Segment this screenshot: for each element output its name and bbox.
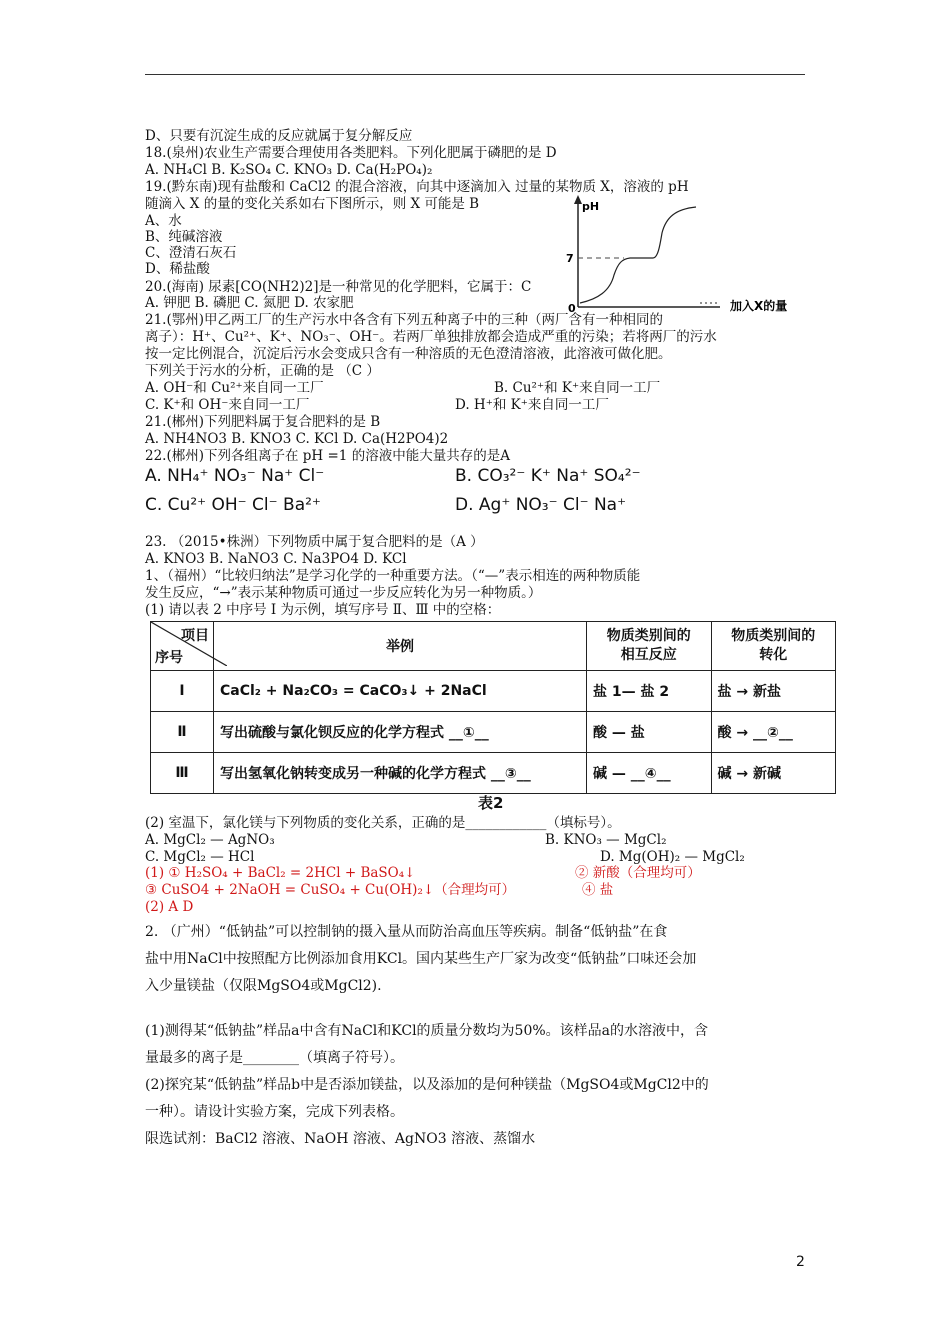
- question-2-part1: (1)测得某“低钠盐”样品a中含有NaCl和KCl的质量分数均为50%。该样品a的水溶液中，含: [145, 1023, 709, 1039]
- row-example: CaCl₂ + Na₂CO₃ = CaCO₃↓ + 2NaCl: [214, 671, 587, 712]
- text-line: D、只要有沉淀生成的反应就属于复分解反应: [145, 128, 413, 144]
- question-18-options: A. NH₄Cl B. K₂SO₄ C. KNO₃ D. Ca(H₂PO₄)₂: [145, 162, 433, 178]
- option-b: B. KNO₃ — MgCl₂: [545, 832, 667, 848]
- question-21-line3: 按一定比例混合，沉淀后污水会变成只含有一种溶质的无色澄清溶液，此溶液可做化肥。: [145, 346, 672, 362]
- question-19: 19.(黔东南)现有盐酸和 CaCl2 的混合溶液，向其中逐滴加入 过量的某物质 X，溶液的 pH: [145, 179, 689, 195]
- table-header-row: [151, 622, 836, 671]
- header-seq: 序号: [155, 650, 183, 666]
- option-c: C. MgCl₂ — HCl: [145, 849, 255, 865]
- question-23-options: A. KNO3 B. NaNO3 C. Na3PO4 D. KCl: [145, 551, 407, 567]
- option-d: D、稀盐酸: [145, 261, 210, 277]
- option-c: C. Cu²⁺ OH⁻ Cl⁻ Ba²⁺: [145, 495, 321, 515]
- option-b: B、纯碱溶液: [145, 229, 223, 245]
- graph-y-label: pH: [582, 200, 600, 213]
- page-number: 2: [796, 1254, 805, 1270]
- answer-line: (1) ① H₂SO₄ + BaCl₂ = 2HCl + BaSO₄↓: [145, 865, 416, 881]
- answer-line: ④ 盐: [582, 882, 614, 898]
- table-row: [151, 712, 836, 753]
- option-d: D. Mg(OH)₂ — MgCl₂: [600, 849, 745, 865]
- header-item: 项目: [181, 628, 209, 644]
- option-b: B. CO₃²⁻ K⁺ Na⁺ SO₄²⁻: [455, 466, 641, 486]
- header-rule: [145, 74, 805, 75]
- question-21-line2: 离子）：H⁺、Cu²⁺、K⁺、NO₃⁻、OH⁻。若两厂单独排放都会造成严重的污染；若将两厂的污水: [145, 329, 717, 345]
- option-d: D. Ag⁺ NO₃⁻ Cl⁻ Na⁺: [455, 495, 627, 515]
- answer-line: (2) A D: [145, 899, 194, 915]
- question-21b: 21.(郴州)下列肥料属于复合肥料的是 B: [145, 414, 381, 430]
- table-2: [150, 621, 836, 794]
- corner-cell: [151, 622, 214, 671]
- row-react: 盐 1— 盐 2: [587, 671, 712, 712]
- question-18: 18.(泉州)农业生产需要合理使用各类肥料。下列化肥属于磷肥的是 D: [145, 145, 557, 161]
- ph-graph: [558, 195, 808, 315]
- option-a: A、水: [145, 213, 182, 229]
- header-react: 物质类别间的 相互反应: [587, 622, 712, 671]
- row-example: 写出硫酸与氯化钡反应的化学方程式 __①__: [214, 712, 587, 753]
- header-convert: 物质类别间的 转化: [711, 622, 836, 671]
- question-1-line2: 发生反应，“→”表示某种物质可通过一步反应转化为另一种物质。）: [145, 585, 542, 601]
- question-20-options: A. 钾肥 B. 磷肥 C. 氮肥 D. 农家肥: [145, 295, 354, 311]
- question-1: 1、（福州）“比较归纳法”是学习化学的一种重要方法。（“—”表示相连的两种物质能: [145, 568, 641, 584]
- option-a: A. OH⁻和 Cu²⁺来自同一工厂: [145, 380, 324, 396]
- option-d: D. H⁺和 K⁺来自同一工厂: [455, 397, 609, 413]
- option-c: C. K⁺和 OH⁻来自同一工厂: [145, 397, 310, 413]
- question-20: 20.(海南) 尿素[CO(NH2)2]是一种常见的化学肥料，它属于：C: [145, 279, 532, 295]
- question-21-line4: 下列关于污水的分析，正确的是 （C ）: [145, 363, 380, 379]
- question-19-line2: 随滴入 X 的量的变化关系如右下图所示，则 X 可能是 B: [145, 196, 480, 212]
- option-a: A. MgCl₂ — AgNO₃: [145, 832, 275, 848]
- row-example: 写出氢氧化钠转变成另一种碱的化学方程式 __③__: [214, 753, 587, 794]
- row-convert: 酸 → __②__: [711, 712, 836, 753]
- question-22: 22.(郴州)下列各组离子在 pH =1 的溶液中能大量共存的是A: [145, 448, 510, 464]
- option-b: B. Cu²⁺和 K⁺来自同一工厂: [494, 380, 661, 396]
- question-21: 21.(鄂州)甲乙两工厂的生产污水中各含有下列五种离子中的三种（两厂含有一种相同的: [145, 312, 664, 328]
- table-row: [151, 671, 836, 712]
- header-example: 举例: [214, 622, 587, 671]
- reagents-line: 限选试剂：BaCl2 溶液、NaOH 溶液、AgNO3 溶液、蒸馏水: [145, 1131, 536, 1147]
- question-2-part2-line2: 一种）。请设计实验方案，完成下列表格。: [145, 1104, 404, 1120]
- graph-tick-7: 7: [566, 252, 574, 265]
- table-caption: 表2: [478, 794, 504, 812]
- row-react: 碱 — __④__: [587, 753, 712, 794]
- row-seq: Ⅲ: [151, 753, 214, 794]
- question-2-line2: 盐中用NaCl中按照配方比例添加食用KCl。国内某些生产厂家为改变“低钠盐”口味还会加: [145, 951, 697, 967]
- question-2-part2: (2)探究某“低钠盐”样品b中是否添加镁盐，以及添加的是何种镁盐（MgSO4或MgCl2中的: [145, 1077, 709, 1093]
- answer-line: ② 新酸（合理均可）: [575, 865, 701, 881]
- table-row: [151, 753, 836, 794]
- question-23: 23. （2015•株洲）下列物质中属于复合肥料的是（A ）: [145, 534, 484, 550]
- graph-origin: 0: [568, 302, 576, 315]
- question-2-line3: 入少量镁盐（仅限MgSO4或MgCl2).: [145, 978, 382, 994]
- row-seq: Ⅰ: [151, 671, 214, 712]
- option-a: A. NH₄⁺ NO₃⁻ Na⁺ Cl⁻: [145, 466, 325, 486]
- question-21b-options: A. NH4NO3 B. KNO3 C. KCl D. Ca(H2PO4)2: [145, 431, 449, 447]
- question-1-part1: (1) 请以表 2 中序号 Ⅰ 为示例，填写序号 Ⅱ、Ⅲ 中的空格：: [145, 602, 501, 618]
- question-2: 2. （广州）“低钠盐”可以控制钠的摄入量从而防治高血压等疾病。制备“低钠盐”在食: [145, 924, 668, 940]
- graph-x-label: 加入X的量: [730, 299, 788, 313]
- row-seq: Ⅱ: [151, 712, 214, 753]
- answer-line: ③ CuSO4 + 2NaOH = CuSO₄ + Cu(OH)₂↓（合理均可）: [145, 882, 516, 898]
- question-1-part2: (2) 室温下，氯化镁与下列物质的变化关系，正确的是____________（填标号）。: [145, 815, 621, 831]
- row-react: 酸 — 盐: [587, 712, 712, 753]
- option-c: C、澄清石灰石: [145, 245, 237, 261]
- row-convert: 碱 → 新碱: [711, 753, 836, 794]
- question-2-part1-line2: 量最多的离子是________（填离子符号）。: [145, 1050, 404, 1066]
- row-convert: 盐 → 新盐: [711, 671, 836, 712]
